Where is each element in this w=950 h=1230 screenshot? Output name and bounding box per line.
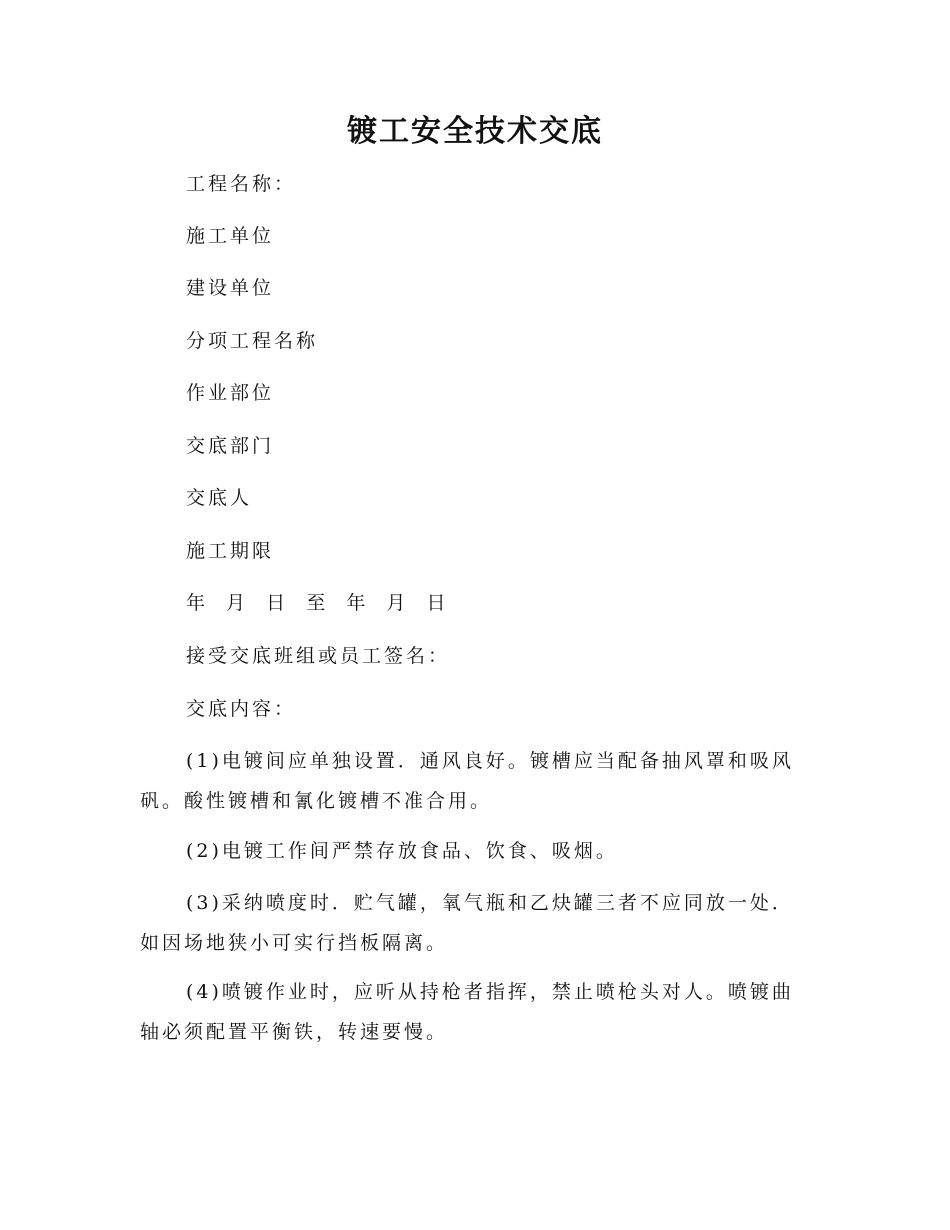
document-title: 镀工安全技术交底 [347, 114, 603, 149]
field-briefing-department: 交底部门 [186, 435, 275, 457]
content-paragraph-3: (3)采纳喷度时．贮气罐，氧气瓶和乙炔罐三者不应同放一处．如因场地狭小可实行挡板隔离。 [140, 892, 794, 954]
field-date-range: 年 月 日 至 年 月 日 [186, 592, 449, 614]
field-owner-unit: 建设单位 [186, 277, 275, 299]
content-paragraph-1: (1)电镀间应单独设置．通风良好。镀槽应当配备抽风罩和吸风矾。酸性镀槽和氰化镀槽不准合用。 [140, 750, 794, 812]
field-subproject-name: 分项工程名称 [186, 330, 319, 352]
field-briefing-content: 交底内容： [186, 698, 297, 720]
field-project-name: 工程名称： [186, 173, 297, 195]
content-paragraph-4: (4)喷镀作业时，应听从持枪者指挥，禁止喷枪头对人。喷镀曲轴必须配置平衡铁，转速要慢。 [140, 981, 794, 1043]
field-construction-period: 施工期限 [186, 540, 275, 562]
field-construction-unit: 施工单位 [186, 225, 275, 247]
field-briefing-person: 交底人 [186, 487, 253, 509]
field-signature: 接受交底班组或员工签名： [186, 645, 451, 667]
content-paragraph-2: (2)电镀工作间严禁存放食品、饮食、吸烟。 [186, 840, 618, 862]
field-work-location: 作业部位 [186, 382, 275, 404]
